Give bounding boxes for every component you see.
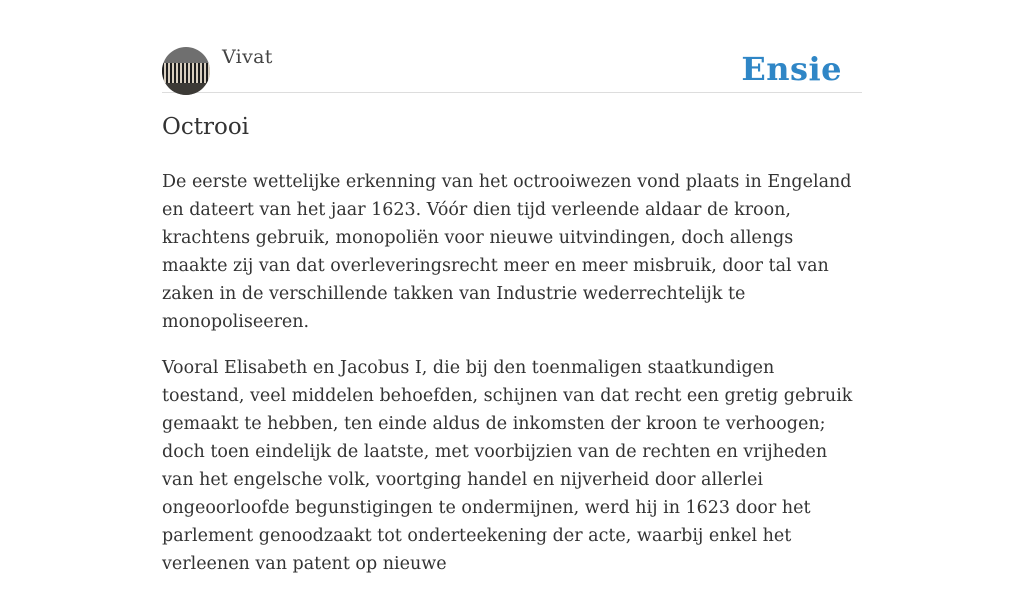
avatar-shadow bbox=[162, 83, 210, 95]
article-title: Octrooi bbox=[162, 114, 250, 140]
author-name[interactable]: Vivat bbox=[222, 46, 273, 68]
author-avatar[interactable] bbox=[162, 47, 210, 95]
article-paragraph: Vooral Elisabeth en Jacobus I, die bij den toenmaligen staatkundigen toestand, veel middelen behoefden, schijnen van dat recht een gretig gebruik gemaakt te hebben, ten einde aldus de inkomsten der kroon te verhoogen; doch toen eindelijk de laatste, met voorbijzien van de rechten en vrijheden van het engelsche volk, voortging handel en nijverheid door allerlei ongeoorloofde begunstigingen te ondermijnen, werd hij in 1623 door het parlement genoodzaakt tot onderteekening der acte, waarbij enkel het verleenen van patent op nieuwe bbox=[162, 358, 853, 574]
article-paragraph: De eerste wettelijke erkenning van het octrooiwezen vond plaats in Engeland en dateert van het jaar 1623. Vóór dien tijd verleende aldaar de kroon, krachtens gebruik, monopoliën voor nieuwe uitvindingen, doch allengs maakte zij van dat overleveringsrecht meer en meer misbruik, door tal van zaken in de verschillende takken van Industrie wederrechtelijk te monopoliseeren. bbox=[162, 172, 852, 332]
ensie-logo[interactable]: Ensie bbox=[741, 50, 842, 88]
article-body bbox=[162, 168, 862, 596]
bookshelf-avatar-icon bbox=[162, 63, 210, 83]
article-header bbox=[162, 0, 862, 93]
article-page bbox=[162, 0, 862, 574]
